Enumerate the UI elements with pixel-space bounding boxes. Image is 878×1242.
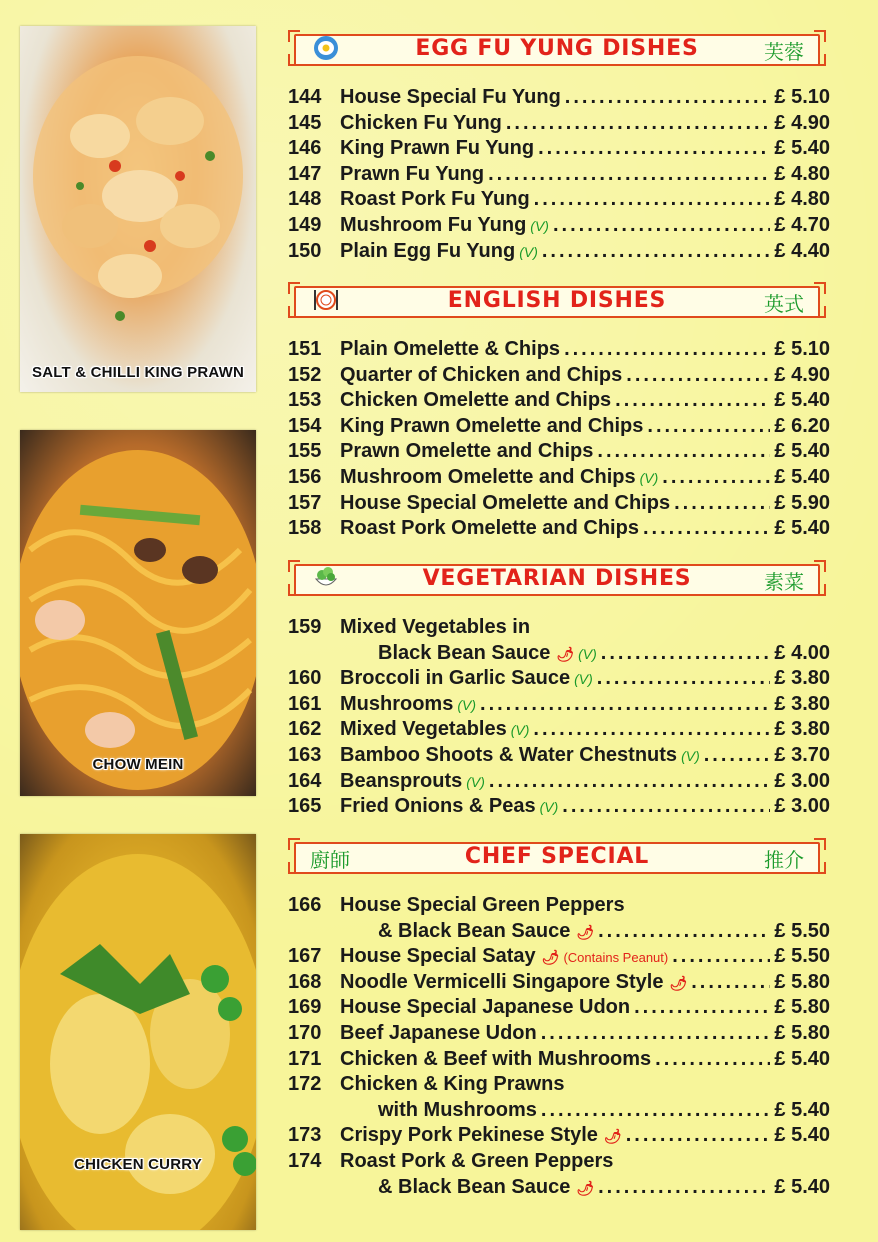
leader-dots xyxy=(643,517,770,540)
item-number: 151 xyxy=(288,338,322,360)
item-price: £ 3.80 xyxy=(774,667,830,690)
item-name: Prawn Omelette and Chips xyxy=(340,440,594,463)
item-name-line2: & Black Bean Sauce xyxy=(378,919,571,942)
item-name: Bamboo Shoots & Water Chestnuts xyxy=(340,743,678,766)
leader-dots xyxy=(506,112,771,135)
menu-item-row xyxy=(288,744,830,770)
section-title: CHEF SPECIAL xyxy=(464,844,650,869)
item-price: £ 5.40 xyxy=(774,517,830,540)
photo-chow-mein xyxy=(20,430,256,796)
item-name: Roast Pork & Green Peppers xyxy=(340,1149,614,1172)
item-name: King Prawn Fu Yung xyxy=(340,137,535,160)
menu-list-english xyxy=(288,338,830,543)
item-price: £ 4.40 xyxy=(774,239,830,262)
menu-item-row xyxy=(288,240,830,266)
item-name: House Special Japanese Udon xyxy=(340,996,631,1019)
menu-item-row-continuation xyxy=(288,642,830,668)
item-name: Chicken Fu Yung xyxy=(340,111,502,134)
item-price: £ 3.00 xyxy=(774,795,830,818)
section-header-egg-fu-yung xyxy=(288,30,826,66)
menu-item-row xyxy=(288,693,830,719)
item-price: £ 5.10 xyxy=(774,86,830,108)
leader-dots xyxy=(553,214,770,237)
menu-item-row xyxy=(288,466,830,492)
leader-dots xyxy=(562,795,770,818)
item-price: £ 5.40 xyxy=(774,440,830,463)
item-price: £ 5.50 xyxy=(774,919,830,942)
leader-dots xyxy=(634,996,770,1019)
item-name: Chicken & Beef with Mushrooms xyxy=(340,1047,652,1070)
item-number: 172 xyxy=(288,1073,322,1096)
leader-dots xyxy=(542,240,771,263)
item-name-line2: & Black Bean Sauce xyxy=(378,1175,571,1198)
item-price: £ 5.80 xyxy=(774,996,830,1019)
item-name: King Prawn Omelette and Chips xyxy=(340,414,644,437)
leader-dots xyxy=(565,86,771,109)
leader-dots xyxy=(564,338,770,361)
leader-dots xyxy=(615,389,770,412)
menu-item-row xyxy=(288,137,830,163)
item-number: 160 xyxy=(288,667,322,690)
leader-dots xyxy=(626,1124,771,1147)
item-number: 169 xyxy=(288,996,322,1019)
leader-dots xyxy=(489,770,770,793)
chili-icon: 🌶 xyxy=(669,974,688,991)
item-price: £ 4.90 xyxy=(774,111,830,134)
item-name: Prawn Fu Yung xyxy=(340,162,485,185)
menu-list-chef-special xyxy=(288,894,830,1201)
chili-icon: 🌶 xyxy=(576,923,595,940)
menu-item-row xyxy=(288,338,830,364)
item-price: £ 5.50 xyxy=(774,945,830,968)
menu-item-row xyxy=(288,1022,830,1048)
section-chinese-title-left: 廚師 xyxy=(310,848,350,872)
menu-item-row-continuation xyxy=(288,1099,830,1125)
item-number: 167 xyxy=(288,945,322,968)
item-name: Crispy Pork Pekinese Style xyxy=(340,1124,598,1147)
item-name: Mixed Vegetables xyxy=(340,718,507,741)
item-number: 174 xyxy=(288,1149,322,1172)
vegetarian-mark: (V) xyxy=(457,696,477,713)
vegetarian-mark: (V) xyxy=(639,469,659,486)
item-name: Mushrooms xyxy=(340,692,454,715)
item-number: 158 xyxy=(288,517,322,540)
item-name: House Special Omelette and Chips xyxy=(340,491,671,514)
leader-dots xyxy=(598,1176,770,1199)
menu-item-row xyxy=(288,1150,830,1176)
item-price: £ 4.90 xyxy=(774,363,830,386)
item-name-line2: Black Bean Sauce xyxy=(378,641,551,664)
section-title: ENGLISH DISHES xyxy=(447,288,667,313)
item-name: Beansprouts xyxy=(340,769,463,792)
item-price: £ 5.40 xyxy=(774,1047,830,1070)
menu-item-row xyxy=(288,770,830,796)
item-name: Mushroom Omelette and Chips xyxy=(340,465,636,488)
menu-item-row xyxy=(288,971,830,997)
section-chinese-title: 英式 xyxy=(764,292,804,316)
item-number: 162 xyxy=(288,718,322,741)
item-number: 146 xyxy=(288,137,322,160)
vegetarian-mark: (V) xyxy=(574,671,593,688)
item-price: £ 5.10 xyxy=(774,338,830,360)
menu-item-row xyxy=(288,163,830,189)
item-number: 154 xyxy=(288,414,322,437)
leader-dots xyxy=(674,492,770,515)
leader-dots xyxy=(534,188,771,211)
item-price: £ 4.80 xyxy=(774,188,830,211)
section-chinese-title: 素菜 xyxy=(764,570,804,594)
leader-dots xyxy=(626,364,770,387)
photo-chicken-curry xyxy=(20,834,256,1230)
leader-dots xyxy=(655,1048,770,1071)
item-number: 153 xyxy=(288,389,322,412)
menu-list-egg-fu-yung xyxy=(288,86,830,265)
item-price: £ 3.80 xyxy=(774,692,830,715)
section-title: EGG FU YUNG DISHES xyxy=(415,36,699,61)
item-name: House Special Green Peppers xyxy=(340,894,625,916)
leader-dots xyxy=(538,137,770,160)
item-price: £ 5.80 xyxy=(774,970,830,993)
menu-item-row xyxy=(288,112,830,138)
menu-item-row xyxy=(288,894,830,920)
item-name-line2: with Mushrooms xyxy=(378,1098,537,1121)
leader-dots xyxy=(672,945,770,968)
item-name: Plain Omelette & Chips xyxy=(340,338,561,360)
item-name: Noodle Vermicelli Singapore Style xyxy=(340,970,664,993)
item-number: 147 xyxy=(288,162,322,185)
item-note: (Contains Peanut) xyxy=(563,950,669,966)
item-price: £ 5.90 xyxy=(774,491,830,514)
item-number: 156 xyxy=(288,465,322,488)
item-number: 173 xyxy=(288,1124,322,1147)
menu-item-row xyxy=(288,86,830,112)
item-price: £ 4.00 xyxy=(774,641,830,664)
item-number: 157 xyxy=(288,491,322,514)
menu-list-vegetarian xyxy=(288,616,830,821)
menu-item-row xyxy=(288,1048,830,1074)
item-name: Fried Onions & Peas xyxy=(340,795,536,818)
section-header-english xyxy=(288,282,826,318)
menu-item-row xyxy=(288,364,830,390)
leader-dots xyxy=(541,1022,771,1045)
leader-dots xyxy=(480,693,770,716)
section-chinese-title: 推介 xyxy=(764,848,804,872)
menu-item-row xyxy=(288,188,830,214)
item-number: 171 xyxy=(288,1047,322,1070)
item-number: 163 xyxy=(288,743,322,766)
section-header-chef-special xyxy=(288,838,826,874)
vegetarian-mark: (V) xyxy=(578,645,597,662)
menu-item-row xyxy=(288,415,830,441)
chili-icon: 🌶 xyxy=(541,949,560,966)
item-name: Plain Egg Fu Yung xyxy=(340,239,516,262)
section-chinese-title: 芙蓉 xyxy=(764,40,804,64)
item-number: 168 xyxy=(288,970,322,993)
chili-icon: 🌶 xyxy=(576,1179,595,1196)
leader-dots xyxy=(597,440,770,463)
item-number: 148 xyxy=(288,188,322,211)
vegetarian-mark: (V) xyxy=(681,747,700,764)
menu-item-row xyxy=(288,517,830,543)
menu-item-row xyxy=(288,1124,830,1150)
menu-item-row xyxy=(288,440,830,466)
vegetarian-mark: (V) xyxy=(539,799,559,816)
item-number: 165 xyxy=(288,795,322,818)
menu-item-row-continuation xyxy=(288,1176,830,1202)
menu-item-row xyxy=(288,492,830,518)
leader-dots xyxy=(541,1099,771,1122)
item-number: 149 xyxy=(288,213,322,236)
item-number: 144 xyxy=(288,86,322,108)
item-name: Roast Pork Fu Yung xyxy=(340,188,530,211)
leader-dots xyxy=(601,642,771,665)
item-price: £ 5.40 xyxy=(774,137,830,160)
item-number: 159 xyxy=(288,616,322,638)
vegetarian-mark: (V) xyxy=(530,217,549,234)
menu-item-row xyxy=(288,616,830,642)
item-number: 161 xyxy=(288,692,322,715)
item-price: £ 5.40 xyxy=(774,389,830,412)
item-name: Chicken Omelette and Chips xyxy=(340,389,612,412)
item-number: 145 xyxy=(288,111,322,134)
item-price: £ 6.20 xyxy=(774,414,830,437)
menu-item-row xyxy=(288,389,830,415)
item-name: House Special Fu Yung xyxy=(340,86,561,108)
item-name: Quarter of Chicken and Chips xyxy=(340,363,623,386)
chili-icon: 🌶 xyxy=(556,645,575,662)
menu-item-row xyxy=(288,795,830,821)
vegetarian-mark: (V) xyxy=(519,243,538,260)
photo-caption: CHOW MEIN xyxy=(92,756,184,773)
menu-item-row xyxy=(288,718,830,744)
item-price: £ 5.40 xyxy=(774,465,830,488)
item-name: Broccoli in Garlic Sauce xyxy=(340,667,571,690)
menu-item-row xyxy=(288,1073,830,1099)
chili-icon: 🌶 xyxy=(603,1128,622,1145)
menu-item-row xyxy=(288,945,830,971)
section-title: VEGETARIAN DISHES xyxy=(422,566,692,591)
leader-dots xyxy=(598,920,770,943)
leader-dots xyxy=(691,971,770,994)
leader-dots xyxy=(488,163,770,186)
item-name: Chicken & King Prawns xyxy=(340,1073,565,1096)
menu-item-row xyxy=(288,996,830,1022)
vegetarian-mark: (V) xyxy=(510,722,530,739)
item-price: £ 5.40 xyxy=(774,1098,830,1121)
item-number: 166 xyxy=(288,894,322,916)
leader-dots xyxy=(597,667,771,690)
item-name: House Special Satay xyxy=(340,945,536,968)
item-price: £ 3.80 xyxy=(774,718,830,741)
noodles-photo-icon xyxy=(20,430,256,796)
prawn-photo-icon xyxy=(20,26,256,392)
item-name: Mixed Vegetables in xyxy=(340,616,531,638)
item-price: £ 5.40 xyxy=(774,1124,830,1147)
menu-item-row-continuation xyxy=(288,920,830,946)
item-price: £ 3.00 xyxy=(774,769,830,792)
item-price: £ 5.40 xyxy=(774,1175,830,1198)
leader-dots xyxy=(647,415,770,438)
item-number: 152 xyxy=(288,363,322,386)
item-name: Roast Pork Omelette and Chips xyxy=(340,517,639,540)
photo-caption: CHICKEN CURRY xyxy=(74,1156,202,1173)
item-name: Mushroom Fu Yung xyxy=(340,213,527,236)
leader-dots xyxy=(662,466,770,489)
item-price: £ 3.70 xyxy=(774,743,830,766)
section-header-vegetarian xyxy=(288,560,826,596)
item-number: 150 xyxy=(288,239,322,262)
item-number: 170 xyxy=(288,1021,322,1044)
item-price: £ 5.80 xyxy=(774,1021,830,1044)
photo-caption: SALT & CHILLI KING PRAWN xyxy=(31,364,244,381)
menu-item-row xyxy=(288,667,830,693)
leader-dots xyxy=(533,718,770,741)
leader-dots xyxy=(704,744,771,767)
item-number: 164 xyxy=(288,769,322,792)
vegetarian-mark: (V) xyxy=(466,773,485,790)
menu-item-row xyxy=(288,214,830,240)
item-number: 155 xyxy=(288,440,322,463)
item-price: £ 4.70 xyxy=(774,213,830,236)
item-price: £ 4.80 xyxy=(774,162,830,185)
item-name: Beef Japanese Udon xyxy=(340,1021,537,1044)
photo-salt-chilli-king-prawn xyxy=(20,26,256,392)
